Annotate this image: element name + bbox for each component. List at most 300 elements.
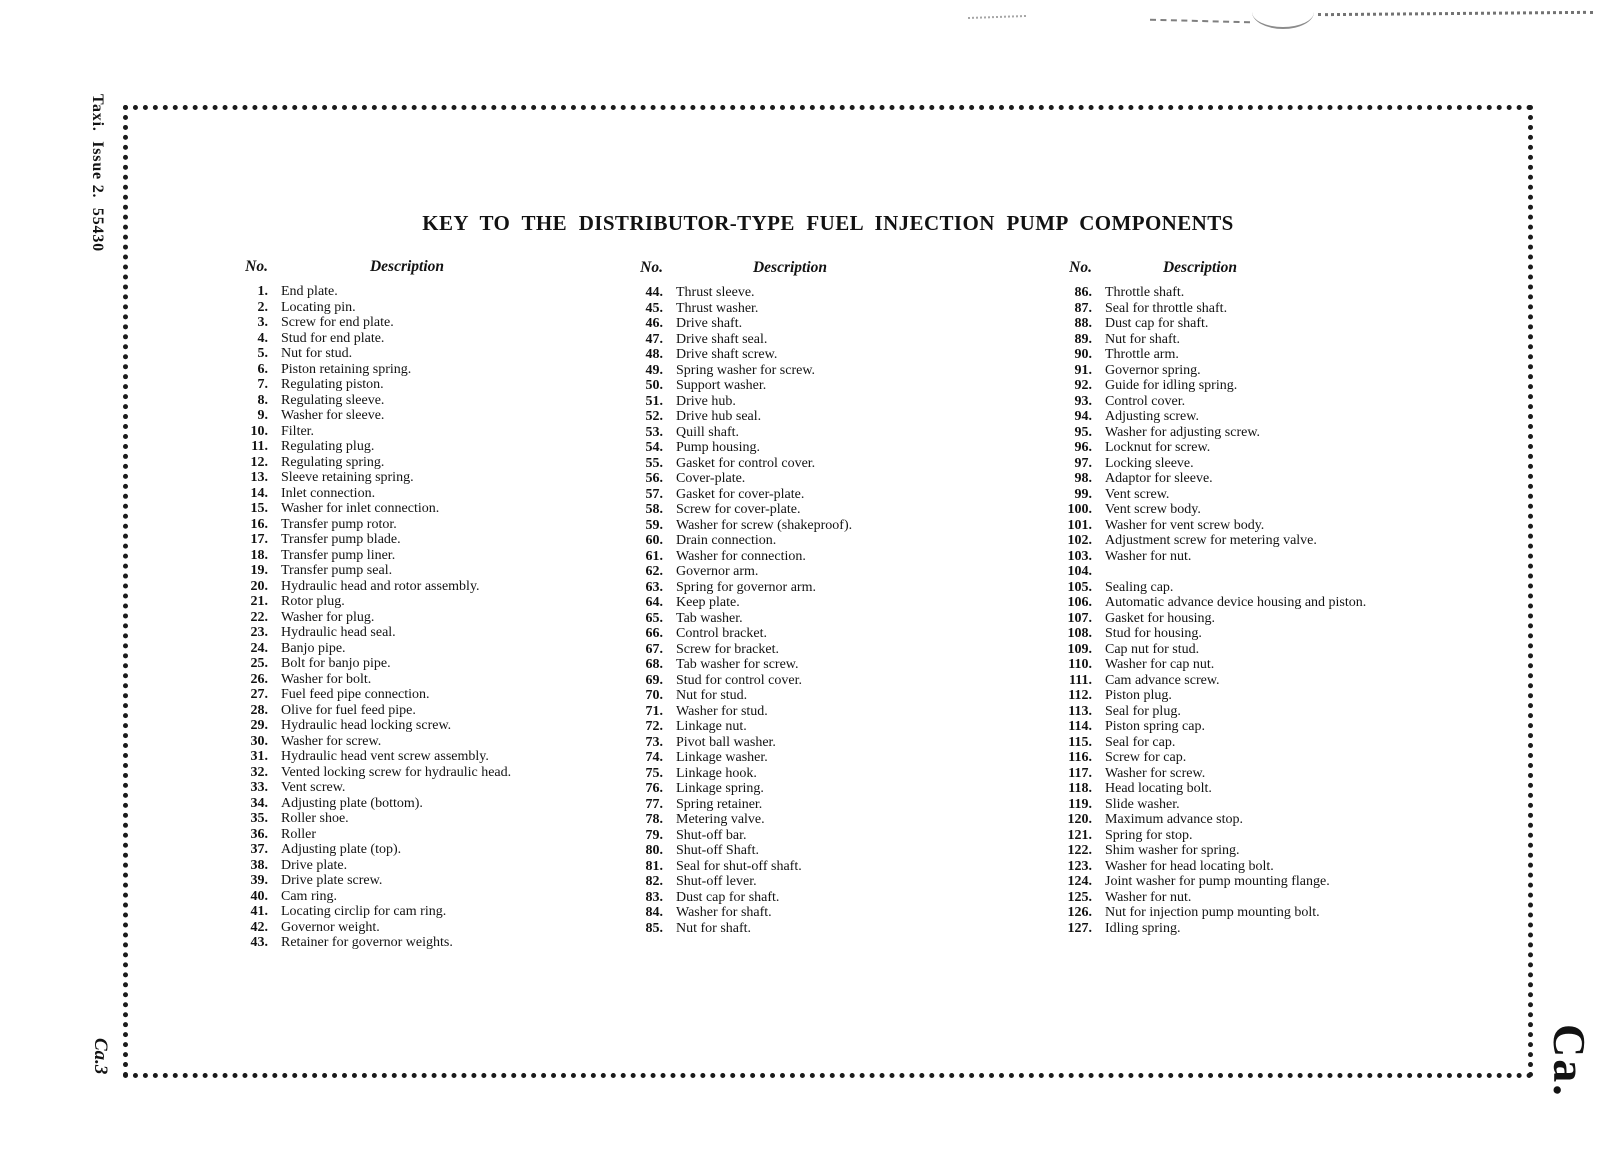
- item-number: 92.: [1074, 378, 1092, 393]
- item-number: 52.: [645, 409, 663, 424]
- list-item: [615, 750, 904, 766]
- list-item: [230, 873, 533, 889]
- item-description: Washer for adjusting screw.: [1105, 424, 1261, 440]
- item-description: Shut-off bar.: [676, 827, 747, 843]
- list-item: [230, 393, 533, 409]
- item-description: Adjustment screw for metering valve.: [1105, 533, 1317, 548]
- list-item: [230, 455, 533, 471]
- list-item: [1040, 518, 1366, 534]
- list-item: [615, 890, 904, 906]
- item-number: 84.: [645, 905, 663, 920]
- item-number: 45.: [645, 300, 663, 316]
- list-item: [230, 703, 533, 719]
- item-description: Linkage spring.: [676, 781, 764, 796]
- list-item: [1040, 874, 1366, 890]
- item-description: Drive shaft seal.: [676, 331, 768, 347]
- item-number: 36.: [250, 826, 268, 842]
- list-item: [1040, 704, 1366, 720]
- item-description: Locating circlip for cam ring.: [281, 904, 447, 919]
- item-description: Piston spring cap.: [1105, 719, 1205, 734]
- item-description: Control cover.: [1105, 393, 1186, 409]
- item-number: 91.: [1074, 362, 1092, 378]
- list-item: [230, 796, 533, 812]
- item-description: Nut for stud.: [676, 688, 748, 703]
- list-item: [615, 921, 904, 937]
- item-number: 109.: [1067, 641, 1092, 657]
- item-description: Shut-off lever.: [676, 874, 757, 889]
- list-item: [1040, 285, 1366, 301]
- list-item: [1040, 595, 1366, 611]
- item-description: Washer for cap nut.: [1105, 657, 1215, 672]
- item-description: Thrust washer.: [676, 300, 759, 316]
- item-description: Vent screw body.: [1105, 502, 1201, 517]
- item-number: 44.: [645, 285, 663, 300]
- item-description: Seal for shut-off shaft.: [676, 858, 802, 874]
- item-description: Washer for inlet connection.: [281, 501, 440, 516]
- item-number: 60.: [645, 533, 663, 548]
- item-number: 125.: [1067, 889, 1092, 905]
- item-number: 78.: [645, 812, 663, 827]
- list-item: [1040, 394, 1366, 410]
- list-item: [615, 797, 904, 813]
- list-item: [615, 843, 904, 859]
- item-description: Cam ring.: [281, 888, 337, 904]
- item-description: Stud for control cover.: [676, 672, 802, 688]
- list-item: [230, 284, 533, 300]
- list-item: [615, 378, 904, 394]
- item-description: Seal for plug.: [1105, 703, 1181, 719]
- item-number: 71.: [645, 703, 663, 719]
- item-number: 65.: [645, 610, 663, 626]
- item-description: Washer for screw.: [281, 733, 382, 749]
- item-number: 103.: [1067, 548, 1092, 564]
- item-number: 49.: [645, 362, 663, 378]
- list-item: [1040, 316, 1366, 332]
- item-description: Seal for cap.: [1105, 734, 1176, 750]
- item-description: Washer for nut.: [1105, 889, 1192, 905]
- item-number: 54.: [645, 440, 663, 455]
- list-item: [1040, 363, 1366, 379]
- item-description: Governor arm.: [676, 564, 759, 579]
- item-number: 77.: [645, 796, 663, 812]
- list-item: [615, 301, 904, 317]
- list-item: [1040, 611, 1366, 627]
- item-description: Fuel feed pipe connection.: [281, 687, 430, 702]
- item-number: 66.: [645, 626, 663, 641]
- item-number: 62.: [645, 564, 663, 579]
- item-description: Washer for head locating bolt.: [1105, 858, 1274, 874]
- item-number: 25.: [250, 656, 268, 671]
- list-item: [1040, 425, 1366, 441]
- list-item: [1040, 347, 1366, 363]
- item-description: Drive shaft.: [676, 316, 743, 331]
- list-item: [1040, 843, 1366, 859]
- key-column-3: [1040, 259, 1366, 936]
- list-item: [615, 735, 904, 751]
- list-item: [1040, 766, 1366, 782]
- item-description: Transfer pump seal.: [281, 563, 393, 578]
- item-number: 41.: [250, 904, 268, 919]
- item-description: Screw for end plate.: [281, 315, 394, 330]
- no-header: No.: [640, 259, 663, 276]
- scan-noise: [1252, 12, 1314, 29]
- item-number: 75.: [645, 765, 663, 781]
- item-description: Metering valve.: [676, 812, 765, 827]
- item-number: 39.: [250, 873, 268, 888]
- item-description: Stud for housing.: [1105, 626, 1202, 641]
- item-number: 83.: [645, 889, 663, 905]
- list-item: [615, 657, 904, 673]
- description-header: Description: [1162, 259, 1238, 276]
- item-number: 42.: [250, 919, 268, 935]
- item-description: Washer for vent screw body.: [1105, 517, 1265, 533]
- item-description: Adjusting screw.: [1105, 409, 1199, 424]
- list-item: [615, 285, 904, 301]
- item-description: Washer for shaft.: [676, 905, 772, 920]
- list-item: [1040, 440, 1366, 456]
- list-item: [1040, 828, 1366, 844]
- item-number: 88.: [1074, 316, 1092, 331]
- item-number: 118.: [1068, 781, 1092, 796]
- item-description: Spring for governor arm.: [676, 579, 816, 595]
- item-description: Retainer for governor weights.: [281, 935, 453, 950]
- item-number: 97.: [1074, 455, 1092, 471]
- item-number: 119.: [1068, 796, 1092, 812]
- item-description: Bolt for banjo pipe.: [281, 656, 391, 671]
- item-description: Seal for throttle shaft.: [1105, 300, 1228, 316]
- item-number: 20.: [250, 578, 268, 594]
- list-item: [1040, 487, 1366, 503]
- scan-noise: [1150, 19, 1250, 24]
- list-item: [615, 719, 904, 735]
- list-item: [230, 889, 533, 905]
- item-description: Roller: [281, 826, 316, 842]
- item-description: Washer for screw.: [1105, 765, 1206, 781]
- key-column-2: [615, 259, 904, 936]
- item-description: Pivot ball washer.: [676, 734, 776, 750]
- item-number: 47.: [645, 331, 663, 347]
- list-item: [615, 316, 904, 332]
- list-item: [1040, 456, 1366, 472]
- item-number: 40.: [250, 888, 268, 904]
- item-description: Filter.: [281, 423, 315, 439]
- item-description: Locating pin.: [281, 299, 356, 315]
- item-number: 99.: [1074, 486, 1092, 502]
- item-list: [615, 285, 904, 936]
- item-number: 113.: [1068, 703, 1092, 719]
- scan-noise: [968, 15, 1026, 19]
- item-description: Regulating spring.: [281, 454, 385, 470]
- item-number: 22.: [250, 609, 268, 625]
- list-item: [1040, 409, 1366, 425]
- item-description: Slide washer.: [1105, 796, 1180, 812]
- item-number: 48.: [645, 347, 663, 362]
- no-header: No.: [1069, 259, 1092, 276]
- list-item: [230, 424, 533, 440]
- list-item: [615, 502, 904, 518]
- section-tab-label: Ca.: [1544, 1024, 1595, 1098]
- item-number: 79.: [645, 827, 663, 843]
- item-description: Washer for plug.: [281, 609, 375, 625]
- item-number: 80.: [645, 843, 663, 858]
- item-number: 43.: [250, 935, 268, 950]
- item-number: 21.: [250, 594, 268, 609]
- item-number: 18.: [250, 547, 268, 563]
- list-item: [230, 641, 533, 657]
- item-description: Gasket for control cover.: [676, 455, 816, 471]
- item-number: 102.: [1067, 533, 1092, 548]
- list-item: [230, 563, 533, 579]
- item-number: 23.: [250, 625, 268, 640]
- item-description: Linkage washer.: [676, 750, 768, 765]
- list-item: [1040, 812, 1366, 828]
- item-description: Washer for sleeve.: [281, 408, 385, 423]
- list-item: [1040, 378, 1366, 394]
- item-number: 56.: [645, 471, 663, 486]
- item-number: 101.: [1067, 517, 1092, 533]
- item-number: 90.: [1074, 347, 1092, 362]
- item-number: 100.: [1067, 502, 1092, 517]
- item-number: 115.: [1068, 734, 1092, 750]
- list-item: [230, 904, 533, 920]
- item-description: Adjusting plate (top).: [281, 842, 402, 857]
- list-item: [230, 858, 533, 874]
- list-item: [230, 486, 533, 502]
- list-item: [230, 734, 533, 750]
- item-description: Washer for stud.: [676, 703, 768, 719]
- item-number: 94.: [1074, 409, 1092, 424]
- item-description: Dust cap for shaft.: [676, 889, 780, 905]
- item-number: 68.: [645, 657, 663, 672]
- item-description: Spring for stop.: [1105, 827, 1193, 843]
- item-description: Gasket for cover-plate.: [676, 486, 805, 502]
- item-description: Control bracket.: [676, 626, 767, 641]
- item-description: Banjo pipe.: [281, 640, 346, 656]
- list-item: [1040, 781, 1366, 797]
- list-item: [230, 656, 533, 672]
- list-item: [1040, 688, 1366, 704]
- item-number: 116.: [1068, 750, 1092, 765]
- item-description: Vented locking screw for hydraulic head.: [281, 764, 512, 780]
- item-number: 10.: [250, 423, 268, 439]
- item-description: Screw for cover-plate.: [676, 502, 801, 517]
- list-item: [230, 687, 533, 703]
- item-description: Screw for bracket.: [676, 641, 780, 657]
- item-description: Piston plug.: [1105, 688, 1172, 703]
- list-item: [230, 579, 533, 595]
- item-description: Throttle shaft.: [1105, 285, 1185, 300]
- list-item: [230, 765, 533, 781]
- item-description: End plate.: [281, 284, 338, 299]
- list-item: [230, 811, 533, 827]
- item-description: Governor weight.: [281, 919, 380, 935]
- item-number: 8.: [257, 392, 268, 408]
- item-number: 67.: [645, 641, 663, 657]
- list-item: [615, 688, 904, 704]
- list-item: [615, 347, 904, 363]
- item-list: [1040, 285, 1366, 936]
- item-number: 96.: [1074, 440, 1092, 455]
- list-item: [1040, 642, 1366, 658]
- item-description: Drive plate.: [281, 857, 348, 873]
- list-item: [615, 533, 904, 549]
- item-number: 26.: [250, 671, 268, 687]
- item-number: 112.: [1068, 688, 1092, 703]
- description-header: Description: [752, 259, 828, 276]
- item-number: 104.: [1067, 564, 1092, 579]
- no-header: No.: [245, 258, 268, 275]
- list-item: [1040, 580, 1366, 596]
- item-number: 105.: [1067, 579, 1092, 595]
- item-number: 46.: [645, 316, 663, 331]
- list-item: [230, 439, 533, 455]
- list-item: [230, 548, 533, 564]
- list-item: [615, 409, 904, 425]
- item-description: Regulating plug.: [281, 439, 375, 454]
- item-number: 27.: [250, 687, 268, 702]
- list-item: [615, 766, 904, 782]
- item-number: 30.: [250, 733, 268, 749]
- item-description: Screw for cap.: [1105, 750, 1187, 765]
- item-description: Cam advance screw.: [1105, 672, 1220, 688]
- list-item: [1040, 657, 1366, 673]
- margin-issue-label: Taxi. Issue 2. 55430: [89, 94, 106, 252]
- item-description: Inlet connection.: [281, 485, 376, 501]
- list-item: [230, 610, 533, 626]
- item-description: Roller shoe.: [281, 811, 349, 826]
- item-number: 114.: [1068, 719, 1092, 734]
- item-number: 12.: [250, 454, 268, 470]
- item-description: Locking sleeve.: [1105, 455, 1194, 471]
- list-item: [1040, 301, 1366, 317]
- list-item: [230, 625, 533, 641]
- list-item: [615, 363, 904, 379]
- list-item: [615, 518, 904, 534]
- item-description: Drive hub.: [676, 393, 736, 409]
- list-item: [230, 827, 533, 843]
- item-description: Washer for bolt.: [281, 671, 372, 687]
- item-number: 73.: [645, 734, 663, 750]
- item-description: Gasket for housing.: [1105, 610, 1216, 626]
- page-section-number: Ca.3: [90, 1038, 111, 1075]
- list-item: [615, 487, 904, 503]
- item-number: 16.: [250, 516, 268, 532]
- list-item: [1040, 735, 1366, 751]
- list-item: [1040, 859, 1366, 875]
- item-list: [230, 284, 533, 951]
- list-item: [615, 595, 904, 611]
- item-description: Linkage hook.: [676, 765, 757, 781]
- item-description: Regulating sleeve.: [281, 392, 385, 408]
- item-description: Washer for connection.: [676, 548, 806, 564]
- item-number: 57.: [645, 486, 663, 502]
- list-item: [230, 594, 533, 610]
- list-item: [1040, 533, 1366, 549]
- list-item: [1040, 332, 1366, 348]
- item-description: Sealing cap.: [1105, 579, 1174, 595]
- list-item: [1040, 750, 1366, 766]
- item-description: Tab washer for screw.: [676, 657, 799, 672]
- item-description: Sleeve retaining spring.: [281, 470, 414, 485]
- item-description: Shim washer for spring.: [1105, 843, 1240, 858]
- item-description: Guide for idling spring.: [1105, 378, 1238, 393]
- column-header: [615, 259, 904, 277]
- list-item: [1040, 921, 1366, 937]
- item-description: Locknut for screw.: [1105, 440, 1211, 455]
- list-item: [615, 812, 904, 828]
- list-item: [1040, 905, 1366, 921]
- item-description: Hydraulic head locking screw.: [281, 718, 452, 733]
- list-item: [230, 362, 533, 378]
- item-description: Adaptor for sleeve.: [1105, 471, 1213, 486]
- item-number: 50.: [645, 378, 663, 393]
- list-item: [615, 440, 904, 456]
- item-number: 2.: [257, 299, 268, 315]
- list-item: [230, 920, 533, 936]
- item-number: 124.: [1067, 874, 1092, 889]
- item-description: Nut for shaft.: [1105, 331, 1181, 347]
- item-number: 63.: [645, 579, 663, 595]
- item-number: 121.: [1067, 827, 1092, 843]
- item-description: Transfer pump blade.: [281, 532, 401, 547]
- item-number: 72.: [645, 719, 663, 734]
- list-item: [1040, 471, 1366, 487]
- list-item: [1040, 673, 1366, 689]
- item-description: Drain connection.: [676, 533, 777, 548]
- column-header: [230, 258, 533, 276]
- item-number: 86.: [1074, 285, 1092, 300]
- item-description: Rotor plug.: [281, 594, 345, 609]
- list-item: [615, 394, 904, 410]
- item-description: Automatic advance device housing and piston.: [1105, 595, 1367, 610]
- item-description: Keep plate.: [676, 595, 740, 610]
- item-number: 17.: [250, 532, 268, 547]
- item-number: 108.: [1067, 626, 1092, 641]
- column-header: [1040, 259, 1366, 277]
- list-item: [230, 315, 533, 331]
- item-number: 120.: [1067, 812, 1092, 827]
- item-description: Drive plate screw.: [281, 873, 383, 888]
- list-item: [615, 905, 904, 921]
- item-description: Governor spring.: [1105, 362, 1201, 378]
- item-number: 69.: [645, 672, 663, 688]
- list-item: [615, 874, 904, 890]
- list-item: [615, 859, 904, 875]
- item-description: Support washer.: [676, 378, 767, 393]
- item-description: Linkage nut.: [676, 719, 747, 734]
- list-item: [230, 718, 533, 734]
- item-description: Shut-off Shaft.: [676, 843, 759, 858]
- list-item: [230, 408, 533, 424]
- list-item: [615, 471, 904, 487]
- item-number: 4.: [257, 330, 268, 346]
- list-item: [1040, 890, 1366, 906]
- scan-noise: [1318, 11, 1593, 16]
- list-item: [1040, 564, 1366, 580]
- list-item: [615, 673, 904, 689]
- list-item: [230, 470, 533, 486]
- item-description: Regulating piston.: [281, 377, 384, 392]
- item-number: 14.: [250, 485, 268, 501]
- item-description: Vent screw.: [281, 780, 346, 795]
- item-number: 74.: [645, 750, 663, 765]
- item-description: Spring retainer.: [676, 796, 763, 812]
- item-description: Pump housing.: [676, 440, 761, 455]
- item-description: Spring washer for screw.: [676, 362, 816, 378]
- item-description: Quill shaft.: [676, 424, 739, 440]
- item-description: Thrust sleeve.: [676, 285, 755, 300]
- item-description: Dust cap for shaft.: [1105, 316, 1209, 331]
